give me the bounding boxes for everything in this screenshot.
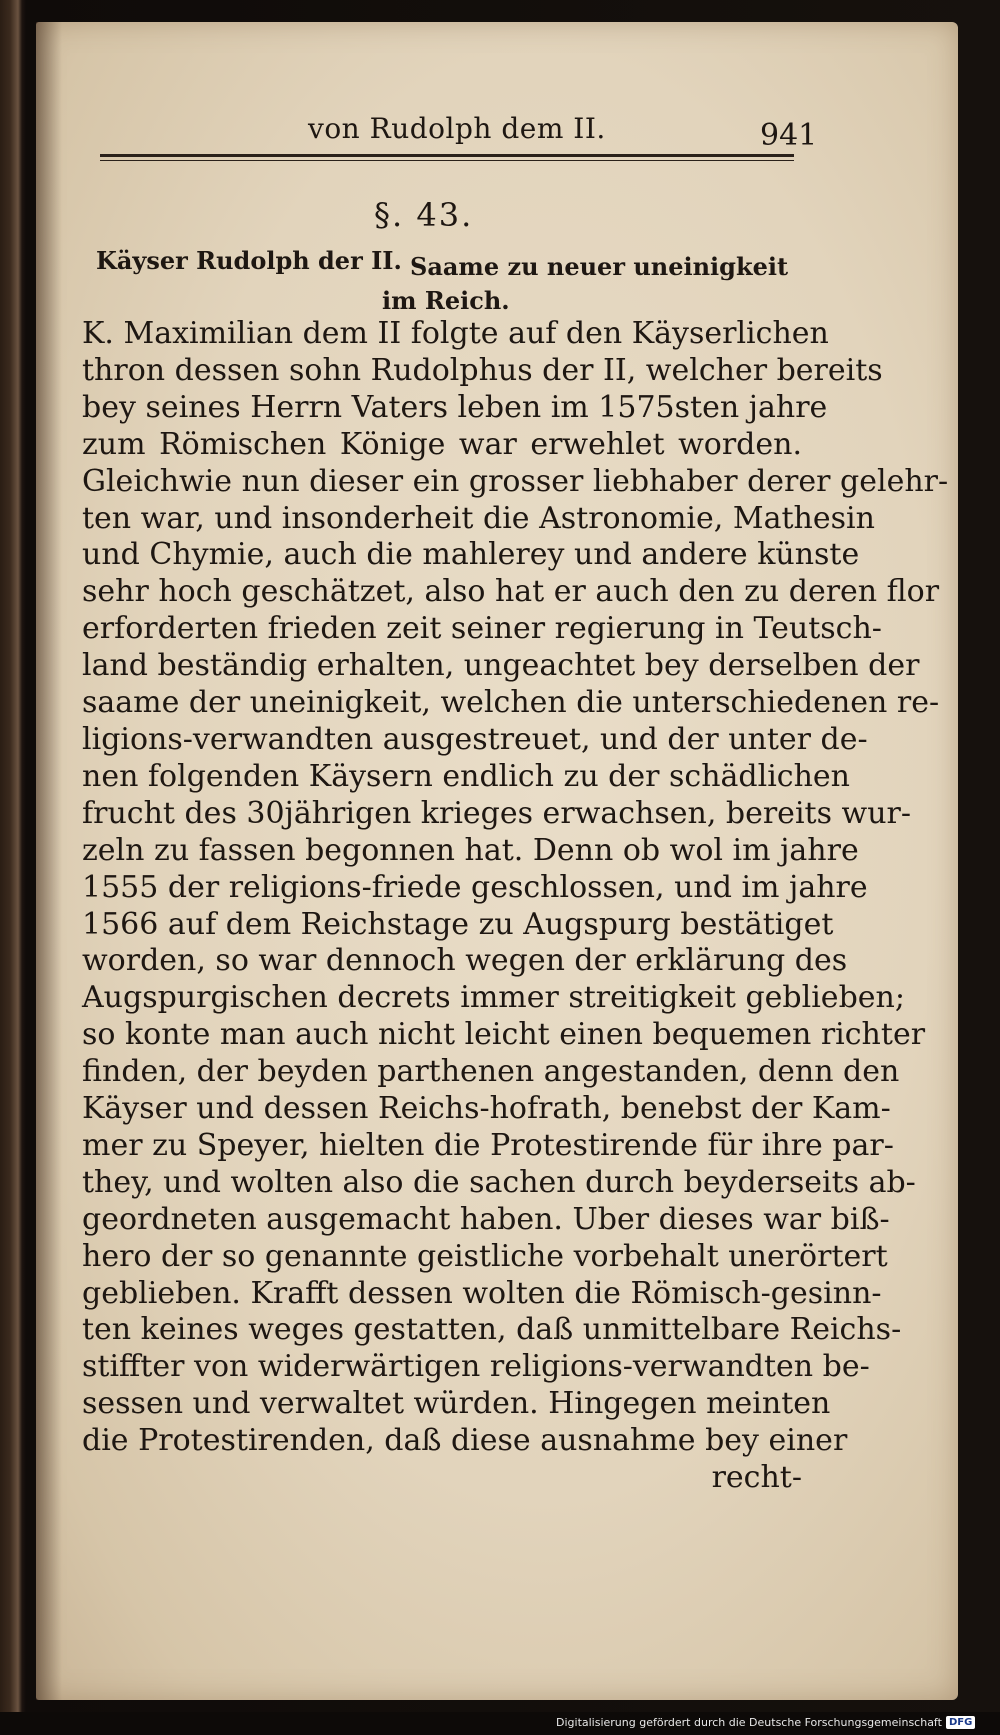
credit-text: Digitalisierung gefördert durch die Deutsche Forschungsgemeinschaft — [556, 1716, 942, 1729]
text-line: so konte man auch nicht leicht einen bequemen richter — [82, 1017, 926, 1053]
text-line: zum Römischen Könige war erwehlet worden. — [82, 426, 802, 462]
marginal-note-right-line: im Reich. — [382, 286, 510, 315]
text-line: sessen und verwaltet würden. Hingegen meinten — [82, 1386, 831, 1422]
text-line: Käyser und dessen Reichs-hofrath, benebst der Kam- — [82, 1091, 891, 1127]
text-line: 1555 der religions-friede geschlossen, und im jahre — [82, 869, 868, 905]
text-line: die Protestirenden, daß diese ausnahme bey einer — [82, 1423, 848, 1459]
text-line: ten war, und insonderheit die Astronomie, Mathesin — [82, 500, 875, 536]
digitization-credit — [556, 1716, 975, 1729]
text-line: Gleichwie nun dieser ein grosser liebhaber derer gelehr- — [82, 463, 949, 499]
marginal-note-left: Käyser Rudolph der II. — [96, 246, 402, 275]
marginal-note-right-line: Saame zu neuer uneinigkeit — [410, 252, 789, 281]
text-line: mer zu Speyer, hielten die Protestirende für ihre par- — [82, 1127, 894, 1163]
text-line: K. Maximilian dem II folgte auf den Käyserlichen — [82, 316, 829, 351]
text-line: Augspurgischen decrets immer streitigkeit geblieben; — [82, 980, 905, 1016]
header-rule — [100, 154, 794, 157]
text-line: thron dessen sohn Rudolphus der II, welcher bereits — [82, 352, 883, 388]
dfg-logo: DFG — [946, 1716, 975, 1729]
header-rule-thin — [100, 160, 794, 161]
text-line: bey seines Herrn Vaters leben im 1575sten jahre — [82, 389, 828, 425]
text-line: ligions-verwandten ausgestreuet, und der unter de- — [82, 721, 868, 757]
text-line: ten keines weges gestatten, daß unmittelbare Reichs- — [82, 1312, 902, 1348]
section-heading: §. 43. — [374, 196, 474, 234]
page-gutter-shadow — [36, 22, 62, 1700]
text-line: zeln zu fassen begonnen hat. Denn ob wol im jahre — [82, 832, 859, 868]
text-line: sehr hoch geschätzet, also hat er auch den zu deren flor — [82, 574, 940, 610]
text-line: geordneten ausgemacht haben. Uber dieses war biß- — [82, 1201, 890, 1237]
text-line: frucht des 30jährigen krieges erwachsen, bereits wur- — [82, 795, 911, 831]
body-text — [82, 316, 949, 1497]
running-head: von Rudolph dem II. — [308, 112, 606, 145]
text-line: 1566 auf dem Reichstage zu Augspurg bestätiget — [82, 906, 834, 942]
text-line: they, und wolten also die sachen durch beyderseits ab- — [82, 1164, 916, 1200]
text-line: nen folgenden Käysern endlich zu der schädlichen — [82, 758, 851, 794]
text-line: saame der uneinigkeit, welchen die unterschiedenen re- — [82, 685, 940, 721]
text-line: worden, so war dennoch wegen der erklärung des — [82, 943, 848, 979]
text-line: erforderten frieden zeit seiner regierung in Teutsch- — [82, 611, 882, 647]
marginal-note-right — [382, 250, 800, 318]
text-line: land beständig erhalten, ungeachtet bey derselben der — [82, 648, 920, 684]
catchword: recht- — [711, 1460, 802, 1496]
text-line: stiffter von widerwärtigen religions-verwandten be- — [82, 1349, 870, 1385]
text-line: hero der so genannte geistliche vorbehalt unerörtert — [82, 1238, 888, 1274]
page-number: 941 — [760, 118, 818, 153]
text-line: geblieben. Krafft dessen wolten die Römisch-gesinn- — [82, 1275, 882, 1311]
text-line: finden, der beyden parthenen angestanden, denn den — [82, 1054, 900, 1090]
text-line: und Chymie, auch die mahlerey und andere künste — [82, 537, 860, 573]
